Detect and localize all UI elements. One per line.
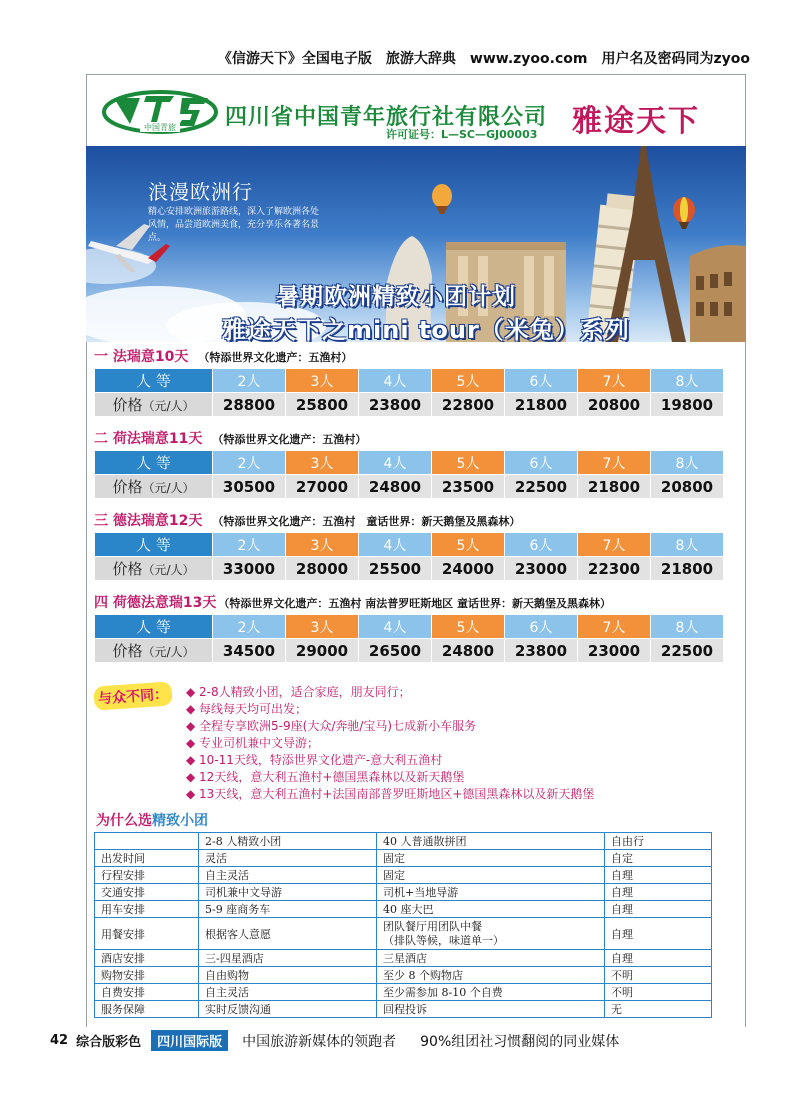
table-cell xyxy=(95,833,199,850)
route-name: 四 荷德法意瑞13天 xyxy=(94,595,217,611)
features-list xyxy=(186,684,594,803)
price-cell: 23500 xyxy=(432,475,505,499)
people-header: 人 等 xyxy=(95,451,213,475)
size-cell: 5人 xyxy=(432,369,505,393)
people-header: 人 等 xyxy=(95,369,213,393)
size-cell: 7人 xyxy=(578,533,651,557)
table-cell: 固定 xyxy=(377,867,605,884)
route-name: 三 德法瑞意12天 xyxy=(94,513,203,529)
price-cell: 22300 xyxy=(578,557,651,581)
people-row xyxy=(95,369,724,393)
route-title xyxy=(94,428,724,448)
feature-item: ◆ 全程专享欧洲5-9座(大众/奔驰/宝马)七成新小车服务 xyxy=(186,718,594,735)
table-cell: 用餐安排 xyxy=(95,918,199,950)
route-block-3 xyxy=(94,510,724,581)
feature-item: ◆ 2-8人精致小团，适合家庭，朋友同行； xyxy=(186,684,594,701)
price-header xyxy=(95,557,213,581)
size-cell: 7人 xyxy=(578,615,651,639)
route-block-1 xyxy=(94,346,724,417)
price-cell: 22500 xyxy=(651,639,724,663)
price-label: 价格 xyxy=(112,560,143,578)
price-cell: 27000 xyxy=(286,475,359,499)
size-cell: 2人 xyxy=(213,369,286,393)
size-cell: 4人 xyxy=(359,451,432,475)
price-cell: 34500 xyxy=(213,639,286,663)
size-cell: 8人 xyxy=(651,615,724,639)
why-title-part-1: 为什么选 xyxy=(96,813,152,829)
price-cell: 26500 xyxy=(359,639,432,663)
price-unit: （元/人） xyxy=(142,481,195,495)
price-cell: 24800 xyxy=(432,639,505,663)
price-cell: 21800 xyxy=(651,557,724,581)
route-title xyxy=(94,346,724,366)
size-cell: 6人 xyxy=(505,533,578,557)
table-header-row xyxy=(95,833,712,850)
top-line: 《信游天下》全国电子版 旅游大辞典 www.zyoo.com 用户名及密码同为zyoo xyxy=(217,51,750,67)
table-cell: 自由购物 xyxy=(199,967,377,984)
price-table xyxy=(94,368,724,417)
edition-tag: 四川国际版 xyxy=(151,1030,228,1051)
table-row xyxy=(95,1001,712,1018)
table-cell: 自理 xyxy=(605,901,712,918)
table-cell: 司机兼中文导游 xyxy=(199,884,377,901)
price-header xyxy=(95,393,213,417)
price-cell: 21800 xyxy=(505,393,578,417)
price-cell: 30500 xyxy=(213,475,286,499)
route-note: （特添世界文化遗产：五渔村 南法普罗旺斯地区 童话世界：新天鹅堡及黑森林） xyxy=(218,597,612,610)
hot-air-balloon-icon xyxy=(432,184,452,214)
table-cell: 司机+当地导游 xyxy=(377,884,605,901)
table-cell: 三星酒店 xyxy=(377,950,605,967)
table-cell: 2-8 人精致小团 xyxy=(199,833,377,850)
table-row xyxy=(95,967,712,984)
company-name: 四川省中国青年旅行社有限公司 xyxy=(225,105,548,130)
size-cell: 4人 xyxy=(359,615,432,639)
table-cell: 40 人普通散拼团 xyxy=(377,833,605,850)
table-cell: 三-四星酒店 xyxy=(199,950,377,967)
banner-title: 浪漫欧洲行 xyxy=(148,180,253,204)
price-cell: 20800 xyxy=(578,393,651,417)
table-cell: 自费安排 xyxy=(95,984,199,1001)
why-title xyxy=(96,810,208,830)
section-name: 综合版彩色 xyxy=(76,1035,142,1050)
why-title-part-2: 精致小团 xyxy=(152,813,208,829)
price-cell: 33000 xyxy=(213,557,286,581)
banner-description: 精心安排欧洲旅游路线，深入了解欧洲各处风情，品尝道欧洲美食，充分享乐各著名景点。 xyxy=(148,207,320,243)
size-cell: 2人 xyxy=(213,451,286,475)
route-block-4 xyxy=(94,592,724,663)
price-cell: 19800 xyxy=(651,393,724,417)
price-row xyxy=(95,557,724,581)
price-label: 价格 xyxy=(112,478,143,496)
banner-headline-1: 暑期欧洲精致小团计划 xyxy=(276,284,516,310)
table-row xyxy=(95,901,712,918)
table-cell: 自由行 xyxy=(605,833,712,850)
feature-item: ◆ 13天线，意大利五渔村+法国南部普罗旺斯地区+德国黑森林以及新天鹅堡 xyxy=(186,786,594,803)
cyts-logo-icon xyxy=(100,88,220,136)
price-cell: 23800 xyxy=(359,393,432,417)
table-cell: 交通安排 xyxy=(95,884,199,901)
people-row xyxy=(95,451,724,475)
size-cell: 7人 xyxy=(578,369,651,393)
table-cell: 购物安排 xyxy=(95,967,199,984)
page-number: 42 xyxy=(50,1033,69,1048)
people-row xyxy=(95,533,724,557)
table-cell: 不明 xyxy=(605,984,712,1001)
size-cell: 8人 xyxy=(651,533,724,557)
size-cell: 6人 xyxy=(505,369,578,393)
price-label: 价格 xyxy=(112,642,143,660)
price-table xyxy=(94,532,724,581)
hot-air-balloon-icon xyxy=(673,197,695,229)
size-cell: 3人 xyxy=(286,533,359,557)
table-cell: 自理 xyxy=(605,884,712,901)
europe-banner xyxy=(86,146,746,342)
feature-item: ◆ 专业司机兼中文导游； xyxy=(186,735,594,752)
table-cell: 固定 xyxy=(377,850,605,867)
size-cell: 3人 xyxy=(286,369,359,393)
size-cell: 5人 xyxy=(432,451,505,475)
route-block-2 xyxy=(94,428,724,499)
price-table xyxy=(94,450,724,499)
price-cell: 23000 xyxy=(505,557,578,581)
table-cell: 不明 xyxy=(605,967,712,984)
table-cell: 自定 xyxy=(605,850,712,867)
comparison-table xyxy=(94,832,712,1018)
size-cell: 5人 xyxy=(432,615,505,639)
size-cell: 6人 xyxy=(505,615,578,639)
table-cell: 团队餐厅用团队中餐 （排队等候，味道单一） xyxy=(377,918,605,950)
size-cell: 8人 xyxy=(651,369,724,393)
size-cell: 2人 xyxy=(213,533,286,557)
license-number: 许可证号：L—SC—GJ00003 xyxy=(386,128,538,141)
table-cell: 自主灵活 xyxy=(199,867,377,884)
table-cell: 5-9 座商务车 xyxy=(199,901,377,918)
brand-name: 雅途天下 xyxy=(572,104,700,139)
price-cell: 22500 xyxy=(505,475,578,499)
size-cell: 2人 xyxy=(213,615,286,639)
feature-item: ◆ 12天线，意大利五渔村+德国黑森林以及新天鹅堡 xyxy=(186,769,594,786)
table-cell: 服务保障 xyxy=(95,1001,199,1018)
company-header xyxy=(90,78,742,146)
table-row xyxy=(95,918,712,950)
table-cell: 根据客人意愿 xyxy=(199,918,377,950)
table-cell: 自理 xyxy=(605,918,712,950)
route-note: （特添世界文化遗产：五渔村） xyxy=(212,433,367,446)
price-cell: 23000 xyxy=(578,639,651,663)
route-title xyxy=(94,592,724,612)
price-cell: 25500 xyxy=(359,557,432,581)
size-cell: 4人 xyxy=(359,369,432,393)
people-row xyxy=(95,615,724,639)
price-row xyxy=(95,393,724,417)
table-cell: 自理 xyxy=(605,867,712,884)
table-cell: 酒店安排 xyxy=(95,950,199,967)
table-row xyxy=(95,984,712,1001)
size-cell: 8人 xyxy=(651,451,724,475)
size-cell: 6人 xyxy=(505,451,578,475)
price-row xyxy=(95,475,724,499)
price-cell: 22800 xyxy=(432,393,505,417)
people-header: 人 等 xyxy=(95,533,213,557)
feature-item: ◆ 10-11天线，特添世界文化遗产-意大利五渔村 xyxy=(186,752,594,769)
feature-item: ◆ 每线每天均可出发； xyxy=(186,701,594,718)
size-cell: 7人 xyxy=(578,451,651,475)
price-header xyxy=(95,475,213,499)
price-cell: 21800 xyxy=(578,475,651,499)
size-cell: 3人 xyxy=(286,451,359,475)
features-label: 与众不同： xyxy=(93,681,172,710)
price-cell: 20800 xyxy=(651,475,724,499)
price-cell: 24800 xyxy=(359,475,432,499)
price-cell: 24000 xyxy=(432,557,505,581)
table-row xyxy=(95,850,712,867)
price-table xyxy=(94,614,724,663)
table-cell: 灵活 xyxy=(199,850,377,867)
table-cell: 无 xyxy=(605,1001,712,1018)
footer-slogan-1: 中国旅游新媒体的领跑者 xyxy=(242,1033,397,1050)
price-unit: （元/人） xyxy=(142,563,195,577)
table-cell: 自主灵活 xyxy=(199,984,377,1001)
route-note: （特添世界文化遗产：五渔村 童话世界：新天鹅堡及黑森林） xyxy=(212,515,521,528)
people-header: 人 等 xyxy=(95,615,213,639)
price-cell: 25800 xyxy=(286,393,359,417)
size-cell: 3人 xyxy=(286,615,359,639)
banner-headline-2: 雅途天下之mini tour（米兔）系列 xyxy=(222,316,630,342)
size-cell: 5人 xyxy=(432,533,505,557)
table-cell: 回程投诉 xyxy=(377,1001,605,1018)
table-cell: 自理 xyxy=(605,950,712,967)
table-row xyxy=(95,884,712,901)
route-title xyxy=(94,510,724,530)
price-unit: （元/人） xyxy=(142,645,195,659)
logo-text: 中国青旅 xyxy=(144,123,176,132)
route-note: （特添世界文化遗产：五渔村） xyxy=(198,351,353,364)
table-cell: 出发时间 xyxy=(95,850,199,867)
size-cell: 4人 xyxy=(359,533,432,557)
price-cell: 28000 xyxy=(286,557,359,581)
route-name: 二 荷法瑞意11天 xyxy=(94,431,203,447)
table-cell: 行程安排 xyxy=(95,867,199,884)
price-cell: 29000 xyxy=(286,639,359,663)
table-cell: 40 座大巴 xyxy=(377,901,605,918)
table-cell: 至少 8 个购物店 xyxy=(377,967,605,984)
page-footer xyxy=(50,1030,750,1051)
price-row xyxy=(95,639,724,663)
table-row xyxy=(95,867,712,884)
table-cell: 实时反馈沟通 xyxy=(199,1001,377,1018)
table-row xyxy=(95,950,712,967)
table-cell: 用车安排 xyxy=(95,901,199,918)
price-cell: 23800 xyxy=(505,639,578,663)
price-unit: （元/人） xyxy=(142,399,195,413)
price-header xyxy=(95,639,213,663)
price-label: 价格 xyxy=(112,396,143,414)
table-cell: 至少需参加 8-10 个自费 xyxy=(377,984,605,1001)
price-cell: 28800 xyxy=(213,393,286,417)
footer-slogan-2: 90%组团社习惯翻阅的同业媒体 xyxy=(420,1033,620,1050)
route-name: 一 法瑞意10天 xyxy=(94,349,189,365)
